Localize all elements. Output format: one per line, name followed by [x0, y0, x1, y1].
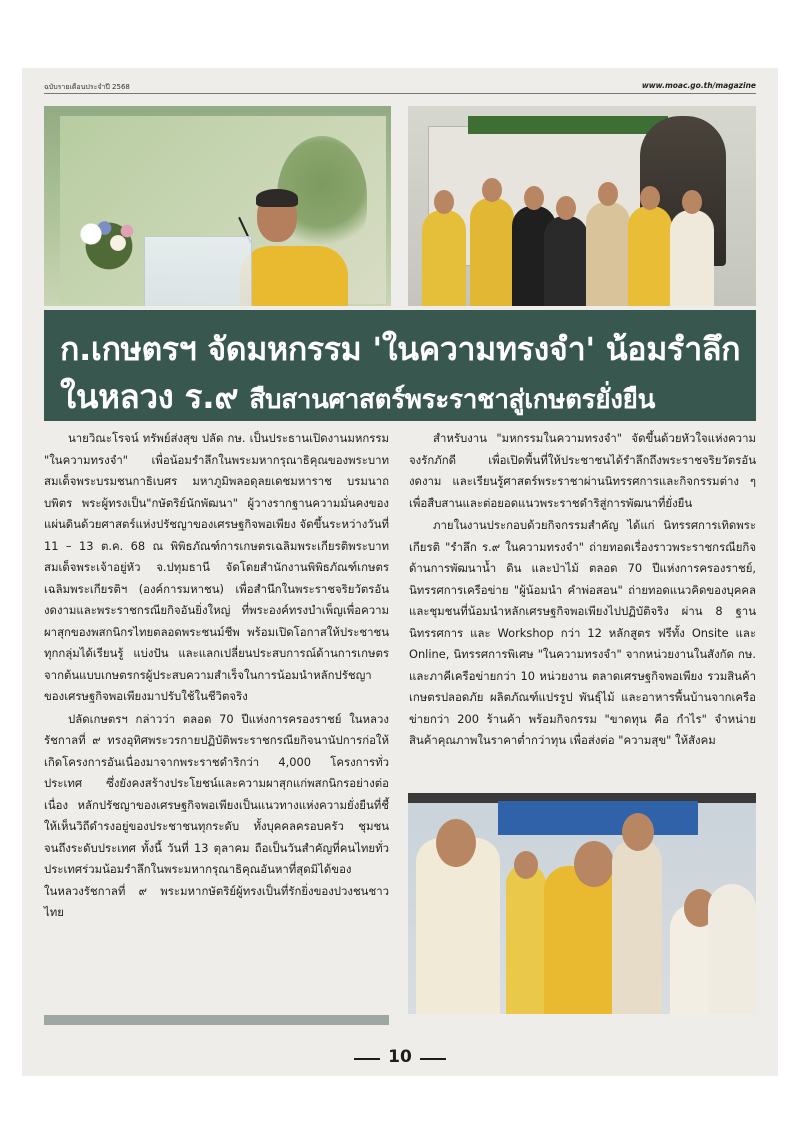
- headline-line-2-sub: สืบสานศาสตร์พระราชาสู่เกษตรยั่งยืน: [249, 385, 656, 415]
- photo-market-booth: [408, 793, 756, 1014]
- page-number: [352, 1047, 448, 1071]
- photo-person: [470, 198, 514, 306]
- headline-line-2-main: ในหลวง ร.๙: [60, 377, 239, 416]
- photo-speaker-hair: [256, 189, 298, 207]
- article-paragraph: สำหรับงาน "มหกรรมในความทรงจำ" จัดขึ้นด้วยหัวใจแห่งความจงรักภักดี เพื่อเปิดพื้นที่ให้ประชาชนได้รำลึกถึงพระราชจริยวัตรอันงดงาม และเรียนรู้ศาสตร์พระราชาผ่านนิทรรศการและกิจกรรมต่าง ๆ เพื่อสืบสานและต่อยอดแนวพระราชดำริสู่การพัฒนาที่ยั่งยืน: [409, 431, 756, 510]
- article-column-right: [409, 428, 756, 753]
- photo-person: [612, 838, 662, 1014]
- headline-line-2: [60, 370, 655, 423]
- photo-person: [670, 210, 714, 306]
- article-paragraph: นายวิณะโรจน์ ทรัพย์ส่งสุข ปลัด กษ. เป็นประธานเปิดงานมหกรรม "ในความทรงจำ" เพื่อน้อมรำลึกในพระมหากรุณาธิคุณของพระบาทสมเด็จพระบรมชนกาธิเบศร มหาภูมิพลอดุลยเดชมหาราช บรมนาถบพิตร พระผู้ทรงเป็น"กษัตริย์นักพัฒนา" ผู้วางรากฐานความมั่นคงของแผ่นดินด้วยศาสตร์แห่งปรัชญาของเศรษฐกิจพอเพียง จัดขึ้นระหว่างวันที่ 11 – 13 ต.ค. 68 ณ พิพิธภัณฑ์การเกษตรเฉลิมพระเกียรติพระบาทสมเด็จพระเจ้าอยู่หัว จ.ปทุมธานี จัดโดยสำนักงานพิพิธภัณฑ์เกษตรเฉลิมพระเกียรติฯ (องค์การมหาชน) เพื่อสำนึกในพระราชจริยวัตรอันงดงามและพระราชกรณียกิจอันยิ่งใหญ่ ที่พระองค์ทรงบำเพ็ญเพื่อความผาสุกของพสกนิกรไทยตลอดพระชนม์ชีพ พร้อมเปิดโอกาสให้ประชาชนทุกกลุ่มได้เรียนรู้ แบ่งปัน และแลกเปลี่ยนประสบการณ์ด้านการเกษตรจากต้นแบบเกษตรกรผู้ประสบความสำเร็จในการน้อมนำหลักปรัชญาของเศรษฐกิจพอเพียงมาปรับใช้ในชีวิตจริง: [44, 431, 389, 703]
- article-column-left: [44, 428, 389, 925]
- photo-person-head: [524, 186, 544, 210]
- column-footer-bar: [44, 1015, 389, 1025]
- photo-flower-arrangement: [64, 210, 154, 270]
- photo-exhibition-banner: [468, 116, 668, 134]
- photo-person-head: [556, 196, 576, 220]
- photo-person-head: [640, 186, 660, 210]
- page-number-value: 10: [388, 1047, 412, 1067]
- header-rule: [44, 93, 756, 94]
- photo-person: [628, 206, 672, 306]
- article-paragraph: ภายในงานประกอบด้วยกิจกรรมสำคัญ ได้แก่ นิทรรศการเทิดพระเกียรติ "รำลึก ร.๙ ในความทรงจำ" ถ่ายทอดเรื่องราวพระราชกรณียกิจด้านการพัฒนาน้ำ ดิน และป่าไม้ ตลอด 70 ปีแห่งการครองราชย์, นิทรรศการเครือข่าย "ผู้น้อมนำ คำพ่อสอน" ถ่ายทอดแนวคิดของบุคคลและชุมชนที่น้อมนำหลักเศรษฐกิจพอเพียงไปปฏิบัติจริง ผ่าน 8 ฐานนิทรรศการ และ Workshop กว่า 12 หลักสูตร ฟรีทั้ง Onsite และ Online, นิทรรศการพิเศษ "ในความทรงจำ" จากหน่วยงานในสังกัด กษ. และภาคีเครือข่ายกว่า 10 หน่วยงาน ตลาดเศรษฐกิจพอเพียง รวมสินค้าเกษตรปลอดภัย ผลิตภัณฑ์แปรรูป พันธุ์ไม้ และอาหารพื้นบ้านจากเครือข่ายกว่า 200 ร้านค้า พร้อมกิจกรรม "ขาดทุน คือ กำไร" จำหน่ายสินค้าคุณภาพในราคาต่ำกว่าทุน เพื่อส่งต่อ "ความสุข" ให้สังคม: [409, 518, 756, 747]
- photo-podium: [144, 236, 252, 306]
- headline-line-1: ก.เกษตรฯ จัดมหกรรม 'ในความทรงจำ' น้อมรำลึก: [60, 330, 741, 368]
- photo-person-head: [574, 841, 614, 887]
- photo-person-head: [514, 851, 538, 879]
- article-paragraph: ปลัดเกษตรฯ กล่าวว่า ตลอด 70 ปีแห่งการครองราชย์ ในหลวงรัชกาลที่ ๙ ทรงอุทิศพระวรกายปฏิบัติพระราชกรณียกิจนานัปการก่อให้เกิดโครงการอันเนื่องมาจากพระราชดำริกว่า 4,000 โครงการทั่วประเทศ ซึ่งยังคงสร้างประโยชน์และความผาสุกแก่พสกนิกรอย่างต่อเนื่อง หลักปรัชญาของเศรษฐกิจพอเพียงเป็นแนวทางแห่งความยั่งยืนที่ชี้ให้เห็นวิถีดำรงอยู่ของประชาชนทุกระดับ ทั้งบุคคลครอบครัว ชุมชน จนถึงระดับประเทศ ทั้งนี้ วันที่ 13 ตุลาคม ถือเป็นวันสำคัญที่คนไทยทั่วประเทศร่วมน้อมรำลึกในพระมหากรุณาธิคุณอันหาที่สุดมิได้ของในหลวงรัชกาลที่ ๙ พระมหากษัตริย์ผู้ทรงเป็นที่รักยิ่งของปวงชนชาวไทย: [44, 711, 389, 919]
- photo-person: [422, 210, 466, 306]
- photo-speaker-at-podium: [44, 106, 391, 306]
- photo-person-head: [434, 190, 454, 214]
- photo-crowd: [408, 186, 756, 306]
- photo-exhibition-group: [408, 106, 756, 306]
- photo-person-head: [622, 813, 654, 851]
- website-link[interactable]: www.moac.go.th/magazine: [641, 81, 756, 90]
- photo-person-head: [682, 190, 702, 214]
- photo-person: [586, 202, 630, 306]
- photo-person: [708, 884, 756, 1014]
- photo-person-head: [436, 819, 476, 867]
- headline-band: [44, 310, 756, 421]
- photo-person-head: [598, 182, 618, 206]
- photo-booth-banner: [498, 801, 698, 835]
- photo-speaker-body: [240, 246, 348, 306]
- photo-person: [544, 216, 588, 306]
- issue-label: ฉบับรายเดือนประจำปี 2568: [44, 83, 130, 91]
- photo-person: [506, 864, 546, 1014]
- photo-person-head: [482, 178, 502, 202]
- page-number-dash-right: [420, 1058, 446, 1060]
